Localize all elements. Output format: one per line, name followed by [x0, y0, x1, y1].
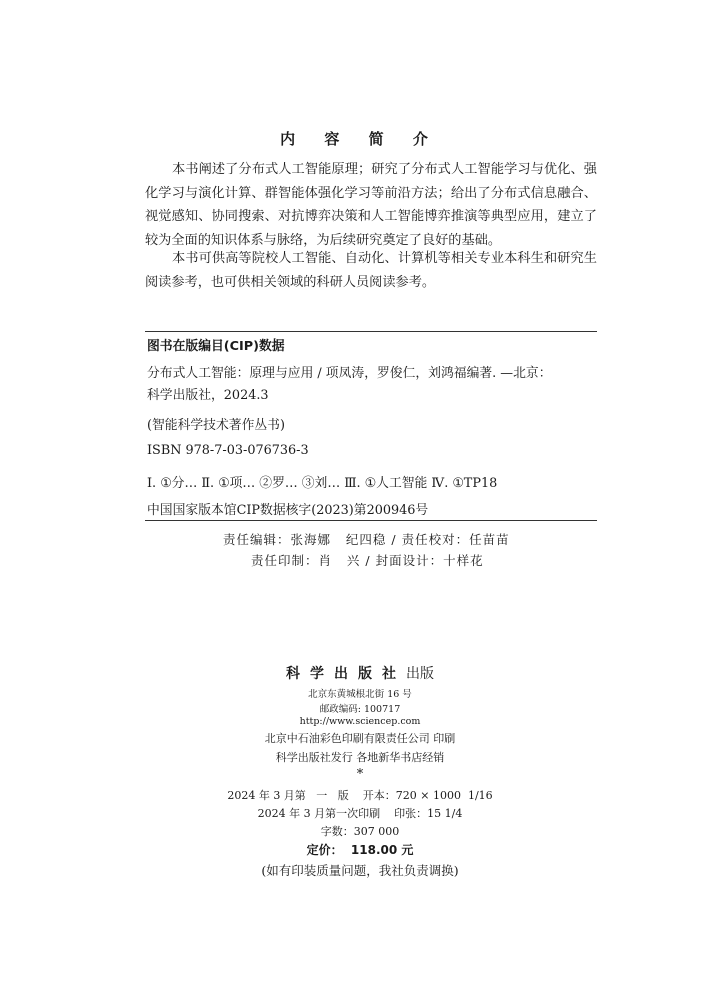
credits-editors: 责任编辑：张海娜 纪四稳 / 责任校对：任苗苗	[223, 532, 510, 547]
intro-paragraph-1: 本书阐述了分布式人工智能原理；研究了分布式人工智能学习与优化、强化学习与演化计算、群智能体强化学习等前沿方法；给出了分布式信息融合、视觉感知、协同搜索、对抗博弈决策和人工智能博弈推演等典型应用，建立了较为全面的知识体系与脉络，为后续研究奠定了良好的基础。	[145, 162, 597, 248]
cip-series: (智能科学技术著作丛书)	[147, 418, 285, 433]
publisher-logo-text: 科学出版社	[286, 666, 406, 682]
intro-paragraph-2: 本书可供高等院校人工智能、自动化、计算机等相关专业本科生和研究生阅读参考，也可供相关领域的科研人员阅读参考。	[145, 251, 597, 290]
separator-asterisk: *	[356, 767, 364, 782]
printer-info: 北京中石油彩色印刷有限责任公司 印刷	[264, 732, 456, 745]
cip-isbn: ISBN 978-7-03-076736-3	[147, 443, 309, 458]
word-count: 字数：307 000	[320, 825, 400, 838]
credits-printing: 责任印制：肖 兴 / 封面设计：十样花	[251, 553, 484, 568]
distribution-info: 科学出版社发行 各地新华书店经销	[275, 751, 445, 764]
publisher-suffix: 出版	[406, 666, 434, 682]
cip-classification: Ⅰ. ①分… Ⅱ. ①项… ②罗… ③刘… Ⅲ. ①人工智能 Ⅳ. ①TP18	[147, 476, 498, 491]
cip-top-rule	[145, 331, 597, 332]
publisher-name	[0, 663, 720, 683]
edition-info: 2024 年 3 月第 一 版 开本：720 × 1000 1/16	[227, 789, 493, 802]
publisher-url: http://www.sciencep.com	[299, 716, 421, 727]
printing-info: 2024 年 3 月第一次印刷 印张：15 1/4	[257, 807, 463, 820]
price: 定价： 118.00 元	[306, 843, 414, 857]
quality-notice: (如有印装质量问题，我社负责调换)	[261, 863, 459, 878]
cip-bottom-rule	[145, 520, 597, 521]
page-title: 内 容 简 介	[280, 130, 440, 148]
publisher-address: 北京东黄城根北街 16 号	[308, 689, 412, 700]
cip-title-line-2: 科学出版社，2024.3	[147, 388, 269, 403]
cip-heading: 图书在版编目(CIP)数据	[147, 339, 285, 354]
cip-title-line-1: 分布式人工智能：原理与应用 / 项凤涛，罗俊仁，刘鸿福编著. —北京：	[147, 366, 552, 381]
publisher-postcode: 邮政编码: 100717	[319, 704, 401, 715]
cip-number: 中国国家版本馆CIP数据核字(2023)第200946号	[147, 503, 429, 518]
